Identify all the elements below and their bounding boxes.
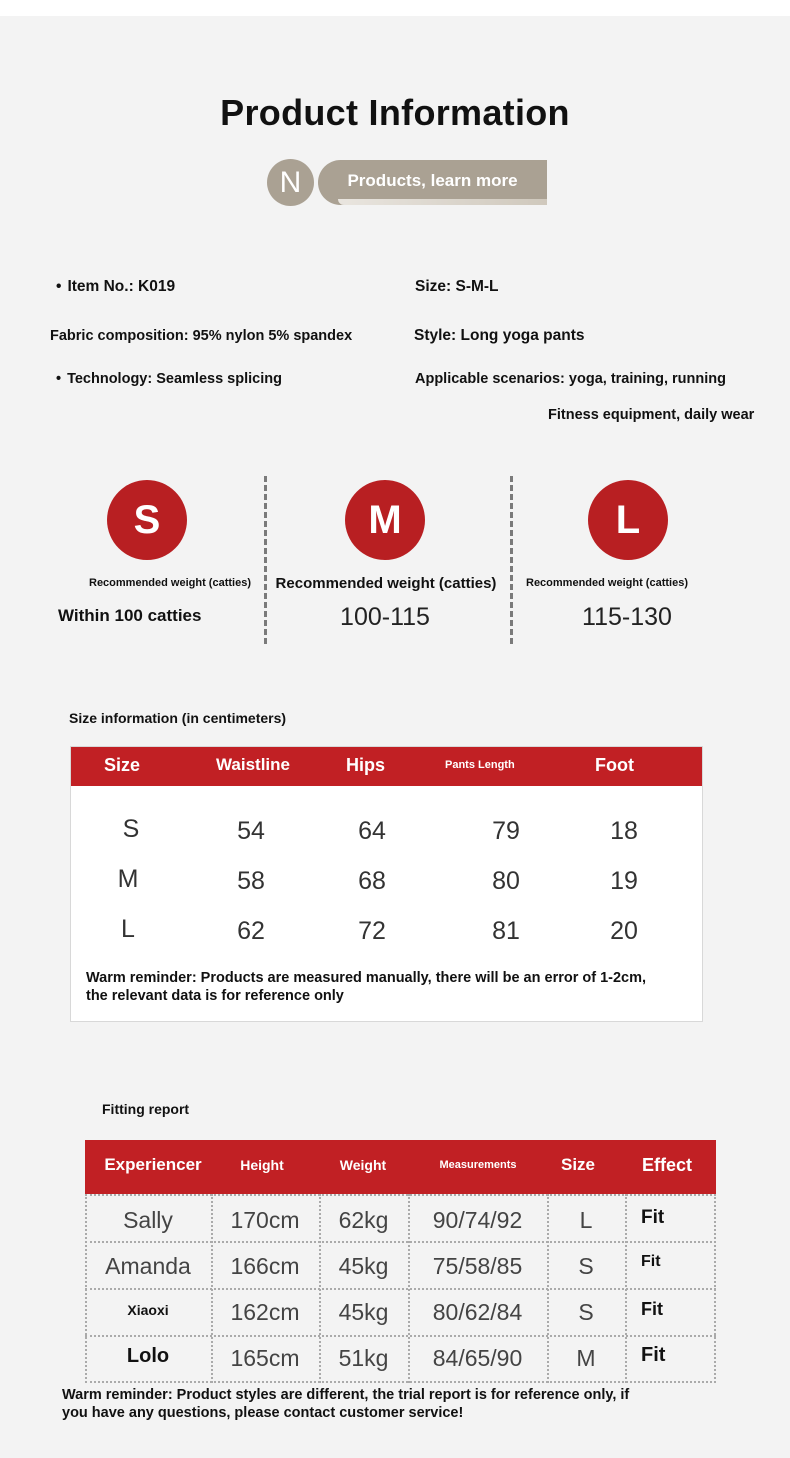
fitting-table-body [85, 1194, 716, 1383]
size-table-caption: Size information (in centimeters) [69, 710, 287, 726]
size-m-circle: M [345, 480, 425, 560]
fitting-table-header [85, 1140, 716, 1194]
header-waistline: Waistline [216, 755, 290, 774]
divider [264, 476, 267, 644]
technology-spec [56, 371, 282, 387]
table-cell: 84/65/90 [432, 1345, 523, 1371]
page-title: Product Information [220, 92, 570, 133]
grid-line [85, 1381, 716, 1383]
fitting-caption: Fitting report [102, 1101, 190, 1117]
brand-badge: N [267, 159, 314, 206]
experiencer-name: Amanda [105, 1253, 191, 1279]
fit-effect: Fit [641, 1299, 663, 1319]
table-cell: 80/62/84 [432, 1299, 523, 1325]
size-s-circle: S [107, 480, 187, 560]
table-cell: 45kg [338, 1299, 389, 1325]
table-cell: 68 [358, 867, 386, 895]
table-cell: 45kg [338, 1253, 389, 1279]
size-table-header [71, 747, 702, 786]
table-cell: 75/58/85 [432, 1253, 523, 1279]
bullet: • [56, 278, 62, 295]
header-effect: Effect [641, 1155, 692, 1175]
fitting-table [85, 1140, 716, 1383]
item-number [56, 278, 175, 296]
header-size: Size [104, 755, 141, 775]
top-strip [0, 0, 790, 16]
scenarios-spec-cont: Fitness equipment, daily wear [548, 407, 755, 423]
fabric-spec: Fabric composition: 95% nylon 5% spandex [50, 328, 353, 344]
bullet: • [56, 371, 62, 387]
table-cell: 62 [237, 917, 265, 945]
table-cell: 19 [610, 867, 638, 895]
table-cell: 165cm [230, 1345, 300, 1371]
table-cell: 18 [610, 817, 638, 845]
grid-line [714, 1194, 716, 1383]
table-cell: 64 [358, 817, 386, 845]
table-cell: 170cm [230, 1207, 300, 1233]
table-cell: 58 [237, 867, 265, 895]
header-experiencer: Experiencer [104, 1155, 202, 1174]
note-line: Warm reminder: Products are measured manually, there will be an error of 1-2cm, [86, 970, 647, 986]
table-cell: M [117, 865, 139, 893]
header-size: Size [560, 1155, 596, 1174]
weight-label-m: Recommended weight (catties) [275, 575, 497, 592]
table-cell: 54 [237, 817, 265, 845]
experiencer-name: Sally [123, 1207, 173, 1233]
weight-range-s: Within 100 catties [58, 606, 202, 625]
header-hips: Hips [346, 755, 386, 775]
fit-effect: Fit [641, 1207, 665, 1228]
experiencer-name: Xiaoxi [127, 1302, 169, 1318]
table-cell: 166cm [230, 1253, 300, 1279]
header-height: Height [240, 1157, 284, 1173]
size-table [70, 746, 703, 1022]
weight-label-s: Recommended weight (catties) [89, 577, 251, 589]
note-line: Warm reminder: Product styles are different, the trial report is for reference only, if [62, 1387, 630, 1403]
weight-range-l: 115-130 [582, 603, 672, 631]
table-cell: M [576, 1345, 596, 1371]
table-cell: 20 [610, 917, 638, 945]
experiencer-name: Lolo [126, 1345, 170, 1367]
table-cell: L [121, 915, 135, 943]
divider [510, 476, 513, 644]
fit-effect: Fit [641, 1344, 666, 1366]
table-cell: 81 [492, 917, 520, 945]
note-line: the relevant data is for reference only [86, 988, 344, 1004]
scenarios-spec: Applicable scenarios: yoga, training, running [415, 371, 726, 387]
table-cell: 72 [358, 917, 386, 945]
fit-effect: Fit [641, 1253, 661, 1270]
table-cell: 51kg [338, 1345, 389, 1371]
item-number-text: Item No.: K019 [67, 278, 176, 295]
note-line: you have any questions, please contact customer service! [62, 1405, 464, 1421]
table-cell: L [579, 1207, 593, 1233]
style-spec: Style: Long yoga pants [414, 327, 585, 344]
header-weight: Weight [339, 1157, 387, 1173]
weight-range-m: 100-115 [340, 603, 430, 631]
table-cell: 90/74/92 [432, 1207, 523, 1233]
grid-line [85, 1194, 716, 1196]
weight-label-l: Recommended weight (catties) [526, 577, 688, 589]
size-l-circle: L [588, 480, 668, 560]
size-table-note [86, 969, 698, 1005]
header-foot: Foot [595, 755, 634, 775]
learn-more-banner[interactable]: Products, learn more [318, 160, 547, 205]
fitting-note [62, 1386, 762, 1422]
table-cell: 62kg [338, 1207, 389, 1233]
size-spec: Size: S-M-L [415, 278, 499, 295]
table-cell: 162cm [230, 1299, 300, 1325]
table-cell: 79 [492, 817, 520, 845]
header-pants-length: Pants Length [445, 759, 515, 771]
table-cell: S [122, 815, 140, 843]
table-cell: 80 [492, 867, 520, 895]
header-measurements: Measurements [439, 1159, 517, 1171]
table-cell: S [578, 1299, 594, 1325]
technology-text: Technology: Seamless splicing [67, 371, 282, 387]
table-cell: S [578, 1253, 594, 1279]
